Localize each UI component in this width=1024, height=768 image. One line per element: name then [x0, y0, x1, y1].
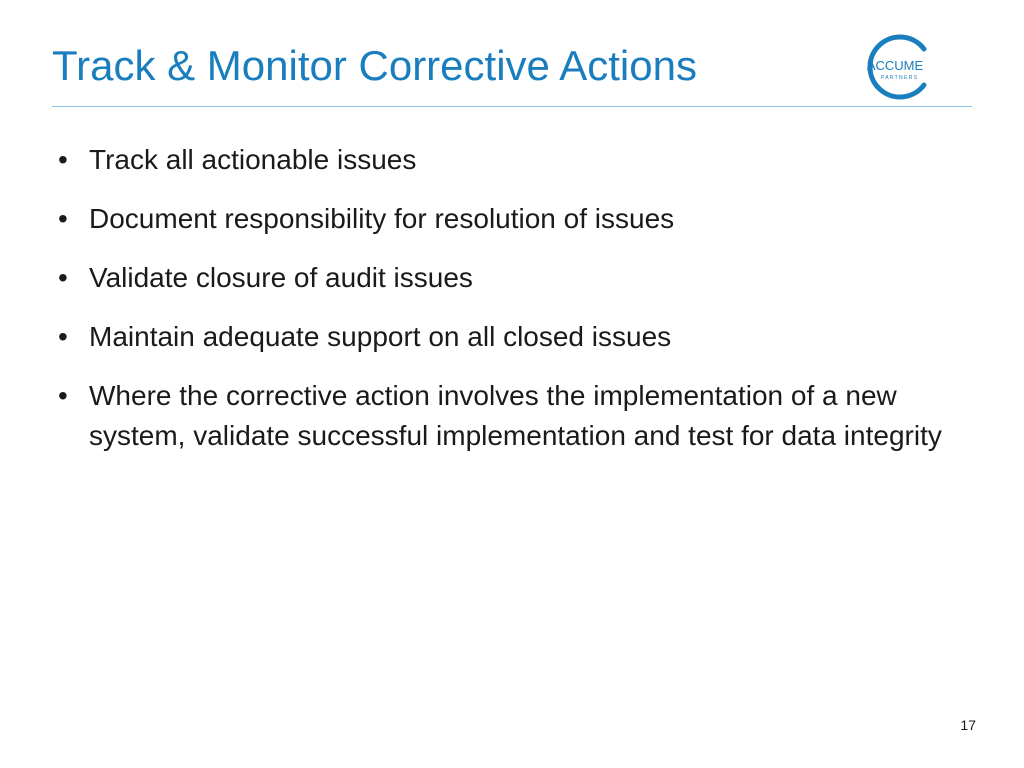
bullet-marker: • [58, 380, 68, 411]
bullet-list [58, 140, 968, 475]
bullet-marker: • [58, 321, 68, 352]
logo-wordmark-top: ACCUME [866, 58, 924, 73]
bullet-item [58, 376, 968, 456]
title-divider [52, 106, 972, 107]
bullet-text: Validate closure of audit issues [89, 262, 473, 293]
bullet-marker: • [58, 203, 68, 234]
logo-wordmark-bottom: P A R T N E R S [880, 75, 918, 81]
slide-title: Track & Monitor Corrective Actions [52, 42, 697, 89]
bullet-item [58, 199, 968, 239]
accume-partners-logo-mark [838, 32, 938, 102]
bullet-text: Document responsibility for resolution of issues [89, 203, 675, 234]
bullet-text: Where the corrective action involves the implementation of a new system, validate successful implementation and test for data integrity [89, 380, 942, 451]
bullet-text: Maintain adequate support on all closed issues [89, 321, 672, 352]
bullet-marker: • [58, 144, 68, 175]
bullet-text: Track all actionable issues [89, 144, 417, 175]
slide-number: 17 [960, 717, 976, 733]
bullet-item [58, 140, 968, 180]
accume-partners-logo [838, 32, 938, 102]
bullet-item [58, 317, 968, 357]
bullet-marker: • [58, 262, 68, 293]
bullet-item [58, 258, 968, 298]
